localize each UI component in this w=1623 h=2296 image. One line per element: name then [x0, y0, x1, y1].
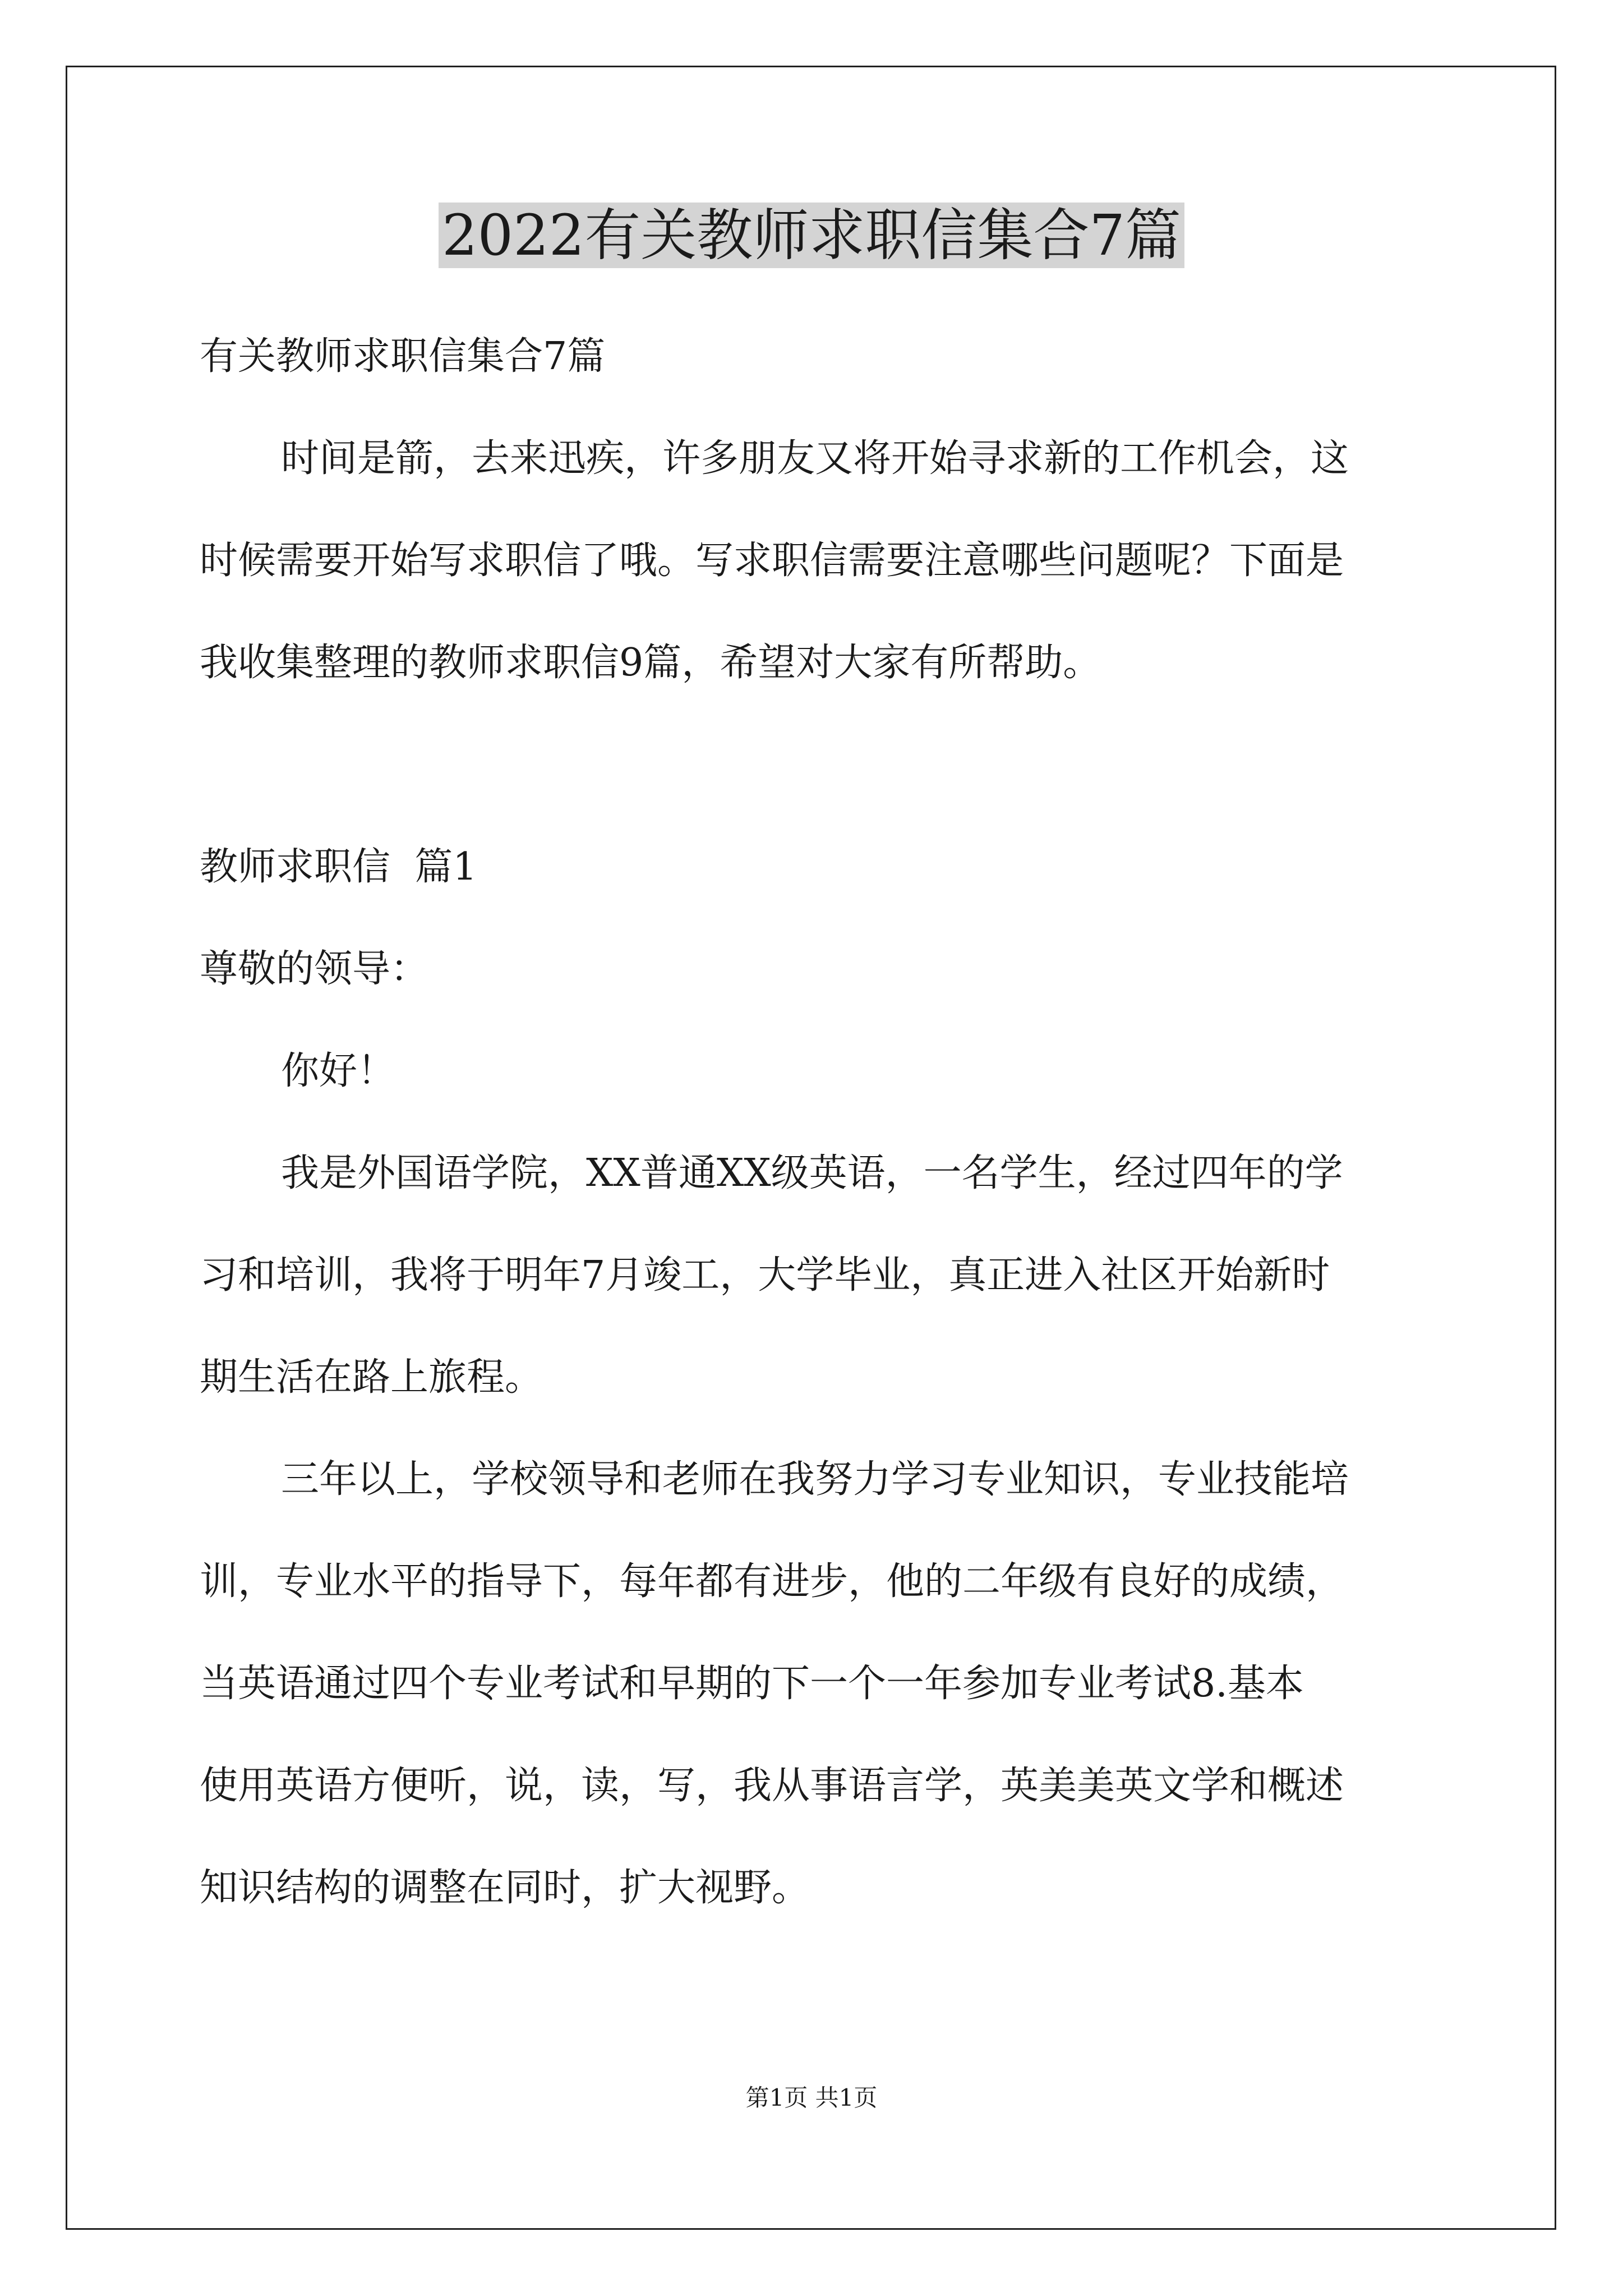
blank-line	[200, 714, 1433, 816]
document-title	[0, 196, 1623, 275]
document-title-text: 2022有关教师求职信集合7篇	[439, 203, 1184, 268]
paragraph2-line-1: 三年以上，学校领导和老师在我努力学习专业知识，专业技能培	[281, 1457, 1349, 1502]
greeting: 你好！	[281, 1049, 396, 1093]
paragraph1-line-1: 我是外国语学院，XX普通XX级英语，一名学生，经过四年的学	[281, 1151, 1343, 1195]
salutation: 尊敬的领导：	[200, 947, 429, 991]
paragraph1-line-2: 习和培训，我将于明年7月竣工，大学毕业，真正进入社区开始新时	[200, 1253, 1330, 1297]
intro-line-2: 时候需要开始写求职信了哦。写求职信需要注意哪些问题呢？下面是	[200, 539, 1344, 583]
paragraph1-line-3: 期生活在路上旅程。	[200, 1355, 543, 1400]
paragraph2-line-3: 当英语通过四个专业考试和早期的下一个一年参加专业考试8.基本	[200, 1662, 1304, 1706]
document-subtitle: 有关教师求职信集合7篇	[200, 334, 606, 379]
paragraph2-line-5: 知识结构的调整在同时，扩大视野。	[200, 1866, 810, 1910]
page-number-info: 第1页 共1页	[745, 2084, 878, 2111]
page-footer	[0, 2081, 1623, 2115]
paragraph2-line-4: 使用英语方便听，说，读，写，我从事语言学，英美美英文学和概述	[200, 1764, 1344, 1808]
intro-line-3: 我收集整理的教师求职信9篇，希望对大家有所帮助。	[200, 641, 1101, 685]
intro-line-1: 时间是箭，去来迅疾，许多朋友又将开始寻求新的工作机会，这	[281, 436, 1349, 481]
section-heading: 教师求职信 篇1	[200, 845, 477, 889]
document-body	[200, 306, 1433, 1939]
paragraph2-line-2: 训，专业水平的指导下，每年都有进步，他的二年级有良好的成绩，	[200, 1559, 1344, 1604]
